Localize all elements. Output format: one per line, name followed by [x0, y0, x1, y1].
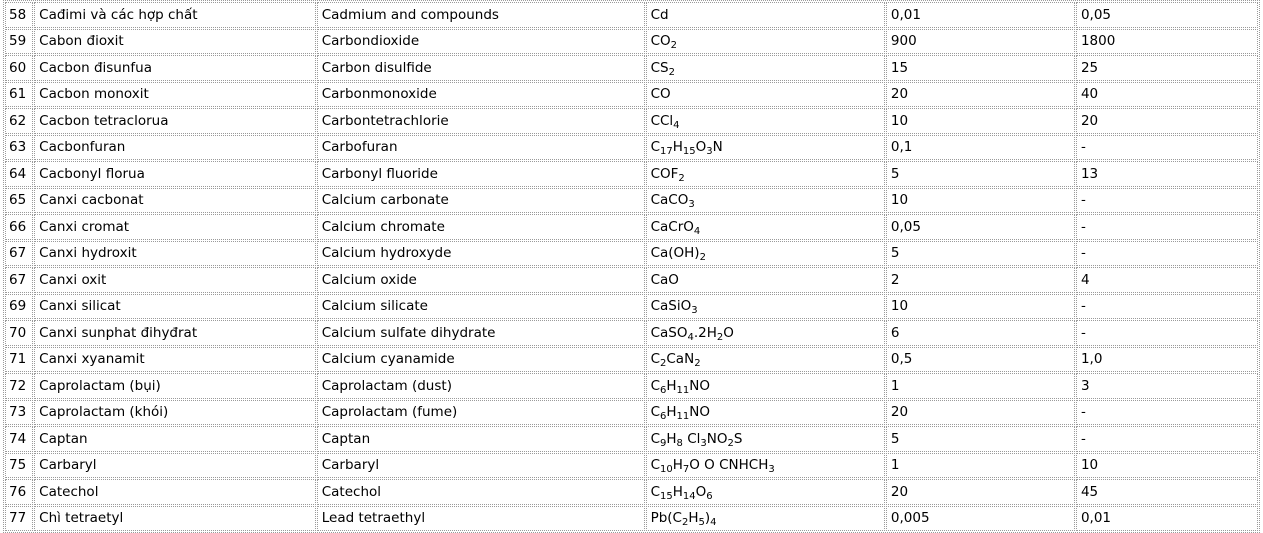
formula-subscript: 4 [687, 331, 694, 343]
formula-text: CO [650, 86, 671, 103]
row-number-cell: 67 [5, 241, 33, 267]
formula-text: C [650, 351, 660, 368]
limit-value-2-cell: 13 [1076, 161, 1258, 187]
row-number-cell: 64 [5, 161, 33, 187]
limit-value-2-cell: - [1076, 426, 1258, 452]
formula-cell [646, 82, 885, 108]
english-name-cell: Carbon disulfide [317, 55, 645, 81]
limit-value-2-cell: - [1076, 400, 1258, 426]
vietnamese-name-cell: Catechol [34, 479, 316, 505]
limit-value-2-cell: 4 [1076, 267, 1258, 293]
table-row [5, 426, 1258, 452]
limit-value-1-cell: 0,1 [886, 135, 1075, 161]
table-row [5, 2, 1258, 28]
formula-text: C [650, 139, 660, 156]
formula-cell [646, 506, 885, 532]
formula-cell [646, 135, 885, 161]
limit-value-1-cell: 1 [886, 373, 1075, 399]
row-number-cell: 62 [5, 108, 33, 134]
formula-text: CO [650, 33, 671, 50]
row-number-cell: 59 [5, 29, 33, 55]
table-row [5, 108, 1258, 134]
english-name-cell: Carbonmonoxide [317, 82, 645, 108]
table-row [5, 241, 1258, 267]
vietnamese-name-cell: Caprolactam (khói) [34, 400, 316, 426]
formula-subscript: 3 [700, 437, 707, 449]
formula-text: H [672, 139, 683, 156]
limit-value-1-cell: 0,05 [886, 214, 1075, 240]
formula-subscript: 6 [706, 490, 713, 502]
formula-text: O [723, 324, 734, 341]
table-row [5, 294, 1258, 320]
table-body [5, 2, 1258, 531]
formula-subscript: 9 [660, 437, 667, 449]
formula-text: C [650, 430, 660, 447]
limit-value-2-cell: - [1076, 214, 1258, 240]
formula-cell [646, 294, 885, 320]
english-name-cell: Cadmium and compounds [317, 2, 645, 28]
table-row [5, 188, 1258, 214]
formula-subscript: 10 [660, 464, 673, 476]
vietnamese-name-cell: Caprolactam (bụi) [34, 373, 316, 399]
formula-subscript: 11 [676, 411, 690, 423]
row-number-cell: 76 [5, 479, 33, 505]
formula-subscript: 2 [670, 40, 677, 52]
formula-cell [646, 161, 885, 187]
formula-text: C [650, 483, 660, 500]
formula-text: CS [650, 59, 669, 76]
vietnamese-name-cell: Carbaryl [34, 453, 316, 479]
english-name-cell: Carbonyl fluoride [317, 161, 645, 187]
formula-text: NO [706, 430, 728, 447]
formula-cell [646, 426, 885, 452]
formula-cell [646, 2, 885, 28]
formula-subscript: 4 [673, 119, 680, 131]
english-name-cell: Calcium carbonate [317, 188, 645, 214]
row-number-cell: 61 [5, 82, 33, 108]
table-row [5, 506, 1258, 532]
vietnamese-name-cell: Canxi sunphat đihyđrat [34, 320, 316, 346]
limit-value-2-cell: - [1076, 135, 1258, 161]
vietnamese-name-cell: Chì tetraetyl [34, 506, 316, 532]
english-name-cell: Caprolactam (fume) [317, 400, 645, 426]
formula-subscript: 15 [660, 490, 673, 502]
formula-subscript: 14 [682, 490, 696, 502]
limit-value-1-cell: 0,5 [886, 347, 1075, 373]
formula-cell [646, 453, 885, 479]
formula-subscript: 2 [694, 358, 701, 370]
table-row [5, 400, 1258, 426]
table-row [5, 373, 1258, 399]
formula-text: CaN [666, 351, 695, 368]
row-number-cell: 66 [5, 214, 33, 240]
vietnamese-name-cell: Cađimi và các hợp chất [34, 2, 316, 28]
formula-subscript: 3 [768, 464, 775, 476]
formula-cell [646, 108, 885, 134]
formula-text: C [650, 404, 660, 421]
formula-subscript: 2 [727, 437, 734, 449]
vietnamese-name-cell: Canxi hydroxit [34, 241, 316, 267]
english-name-cell: Calcium chromate [317, 214, 645, 240]
formula-cell [646, 347, 885, 373]
formula-cell [646, 320, 885, 346]
english-name-cell: Carbontetrachlorie [317, 108, 645, 134]
limit-value-2-cell: 45 [1076, 479, 1258, 505]
formula-text: NO [689, 404, 710, 421]
vietnamese-name-cell: Cacbonyl florua [34, 161, 316, 187]
limit-value-2-cell: 1800 [1076, 29, 1258, 55]
formula-subscript: 4 [693, 225, 701, 237]
row-number-cell: 63 [5, 135, 33, 161]
row-number-cell: 65 [5, 188, 33, 214]
limit-value-2-cell: - [1076, 294, 1258, 320]
formula-text: CaCO [650, 192, 689, 209]
row-number-cell: 67 [5, 267, 33, 293]
limit-value-2-cell: 3 [1076, 373, 1258, 399]
row-number-cell: 70 [5, 320, 33, 346]
formula-text: H [672, 483, 683, 500]
formula-subscript: 15 [682, 146, 696, 158]
english-name-cell: Caprolactam (dust) [317, 373, 645, 399]
formula-subscript: 4 [710, 517, 717, 529]
formula-text: S [733, 430, 743, 447]
formula-subscript: 2 [699, 252, 706, 264]
table-row [5, 135, 1258, 161]
english-name-cell: Calcium sulfate dihydrate [317, 320, 645, 346]
vietnamese-name-cell: Captan [34, 426, 316, 452]
formula-text: CaSiO [650, 298, 692, 315]
limit-value-1-cell: 20 [886, 82, 1075, 108]
vietnamese-name-cell: Cacbon monoxit [34, 82, 316, 108]
table-row [5, 82, 1258, 108]
formula-text: H [666, 377, 677, 394]
formula-text: NO [689, 377, 710, 394]
formula-subscript: 7 [682, 464, 690, 476]
formula-cell [646, 29, 885, 55]
limit-value-1-cell: 20 [886, 479, 1075, 505]
table-row [5, 161, 1258, 187]
formula-subscript: 3 [706, 146, 713, 158]
formula-text: C [650, 377, 660, 394]
limit-value-2-cell: - [1076, 241, 1258, 267]
vietnamese-name-cell: Canxi cromat [34, 214, 316, 240]
row-number-cell: 75 [5, 453, 33, 479]
row-number-cell: 58 [5, 2, 33, 28]
vietnamese-name-cell: Cacbon đisunfua [34, 55, 316, 81]
formula-text: O [695, 139, 707, 156]
vietnamese-name-cell: Cabon đioxit [34, 29, 316, 55]
formula-text: COF [650, 165, 679, 182]
row-number-cell: 72 [5, 373, 33, 399]
formula-text: H [672, 457, 683, 474]
vietnamese-name-cell: Cacbonfuran [34, 135, 316, 161]
formula-subscript: 6 [660, 384, 667, 396]
row-number-cell: 60 [5, 55, 33, 81]
formula-text: H [666, 404, 677, 421]
limit-value-2-cell: 25 [1076, 55, 1258, 81]
limit-value-2-cell: 40 [1076, 82, 1258, 108]
formula-text: Cl [682, 430, 701, 447]
formula-cell [646, 479, 885, 505]
table-row [5, 214, 1258, 240]
vietnamese-name-cell: Canxi cacbonat [34, 188, 316, 214]
formula-text: .2H [693, 324, 717, 341]
formula-text: ) [704, 510, 711, 527]
english-name-cell: Calcium hydroxyde [317, 241, 645, 267]
table-row [5, 267, 1258, 293]
limit-value-1-cell: 0,01 [886, 2, 1075, 28]
limit-value-2-cell: 0,05 [1076, 2, 1258, 28]
row-number-cell: 74 [5, 426, 33, 452]
formula-text: C [650, 457, 660, 474]
table-row [5, 453, 1258, 479]
formula-subscript: 2 [660, 358, 667, 370]
formula-cell [646, 214, 885, 240]
english-name-cell: Calcium oxide [317, 267, 645, 293]
formula-text: H [688, 510, 699, 527]
table-row [5, 55, 1258, 81]
limit-value-1-cell: 10 [886, 108, 1075, 134]
formula-subscript: 2 [681, 517, 689, 529]
formula-text: CaCrO [650, 218, 694, 235]
row-number-cell: 73 [5, 400, 33, 426]
limit-value-2-cell: 0,01 [1076, 506, 1258, 532]
formula-subscript: 2 [716, 331, 724, 343]
english-name-cell: Lead tetraethyl [317, 506, 645, 532]
table-row [5, 29, 1258, 55]
formula-subscript: 2 [668, 66, 675, 78]
limit-value-2-cell: 10 [1076, 453, 1258, 479]
formula-cell [646, 373, 885, 399]
formula-subscript: 11 [676, 384, 690, 396]
formula-subscript: 3 [691, 305, 698, 317]
limit-value-2-cell: - [1076, 320, 1258, 346]
limit-value-1-cell: 0,005 [886, 506, 1075, 532]
limit-value-1-cell: 2 [886, 267, 1075, 293]
formula-cell [646, 241, 885, 267]
english-name-cell: Carbondioxide [317, 29, 645, 55]
limit-value-1-cell: 5 [886, 241, 1075, 267]
english-name-cell: Calcium silicate [317, 294, 645, 320]
limit-value-2-cell: 1,0 [1076, 347, 1258, 373]
english-name-cell: Captan [317, 426, 645, 452]
formula-text: Ca(OH) [650, 245, 700, 262]
formula-subscript: 8 [676, 437, 683, 449]
limit-value-1-cell: 5 [886, 161, 1075, 187]
formula-subscript: 2 [678, 172, 685, 184]
limit-value-1-cell: 20 [886, 400, 1075, 426]
formula-text: CCl [650, 112, 674, 129]
limit-value-1-cell: 900 [886, 29, 1075, 55]
formula-subscript: 6 [660, 411, 667, 423]
row-number-cell: 69 [5, 294, 33, 320]
table-row [5, 320, 1258, 346]
formula-subscript: 3 [688, 199, 695, 211]
formula-cell [646, 400, 885, 426]
limit-value-1-cell: 15 [886, 55, 1075, 81]
vietnamese-name-cell: Canxi xyanamit [34, 347, 316, 373]
english-name-cell: Catechol [317, 479, 645, 505]
formula-subscript: 17 [660, 146, 673, 158]
formula-text: Pb(C [650, 510, 682, 527]
limit-value-2-cell: - [1076, 188, 1258, 214]
vietnamese-name-cell: Cacbon tetraclorua [34, 108, 316, 134]
formula-cell [646, 55, 885, 81]
formula-text: N [712, 139, 723, 156]
formula-text: CaO [650, 271, 679, 288]
limit-value-1-cell: 10 [886, 188, 1075, 214]
english-name-cell: Calcium cyanamide [317, 347, 645, 373]
limit-value-1-cell: 1 [886, 453, 1075, 479]
chemical-limits-table [3, 0, 1260, 533]
formula-cell [646, 188, 885, 214]
formula-text: CaSO [650, 324, 688, 341]
vietnamese-name-cell: Canxi oxit [34, 267, 316, 293]
vietnamese-name-cell: Canxi silicat [34, 294, 316, 320]
formula-cell [646, 267, 885, 293]
limit-value-1-cell: 6 [886, 320, 1075, 346]
table-row [5, 479, 1258, 505]
table-row [5, 347, 1258, 373]
formula-text: Cd [650, 6, 669, 23]
row-number-cell: 71 [5, 347, 33, 373]
formula-text: H [666, 430, 677, 447]
limit-value-1-cell: 5 [886, 426, 1075, 452]
limit-value-2-cell: 20 [1076, 108, 1258, 134]
formula-text: O [695, 483, 707, 500]
row-number-cell: 77 [5, 506, 33, 532]
limit-value-1-cell: 10 [886, 294, 1075, 320]
formula-text: O O CNHCH [689, 457, 769, 474]
english-name-cell: Carbofuran [317, 135, 645, 161]
english-name-cell: Carbaryl [317, 453, 645, 479]
formula-subscript: 5 [698, 517, 705, 529]
